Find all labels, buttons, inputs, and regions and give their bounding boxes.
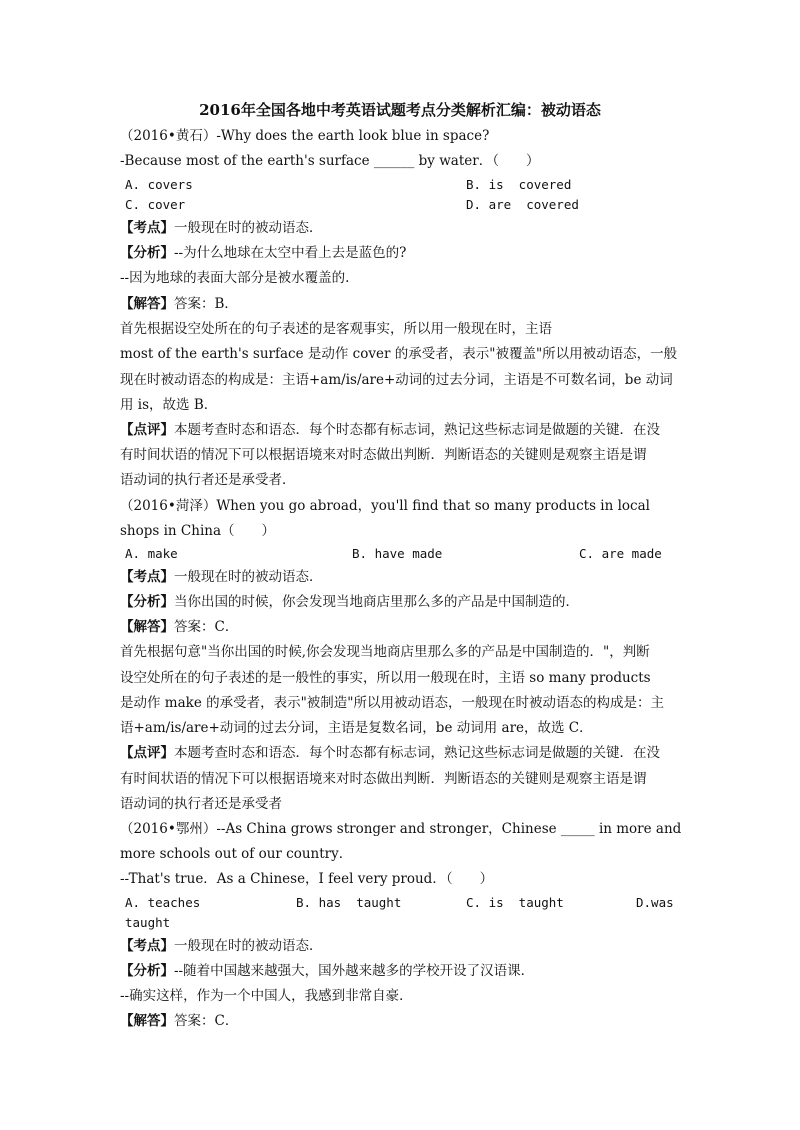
kaodian-text: 一般现在时的被动语态． [174, 938, 323, 954]
jieda-text: 答案：B． [174, 296, 238, 312]
jieda-tag: 【解答】 [120, 619, 174, 635]
q1-option-d: D. are covered [466, 197, 579, 212]
q3-option-a: A. teaches [125, 895, 201, 910]
q3-option-c: C. is taught [466, 895, 564, 910]
q2-explanation-2: 设空处所在的句子表述的是一般性的事实，所以用一般现在时，主语 so many products [120, 670, 651, 686]
q3-stem-line3: --That's true．As a Chinese，I feel very proud．（ ） [120, 871, 494, 887]
q1-stem-line1: （2016•黄石）-Why does the earth look blue in space? [120, 128, 490, 144]
q1-stem-line2: -Because most of the earth's surface ______ by water．（ ） [120, 153, 540, 169]
kaodian-text: 一般现在时的被动语态． [174, 220, 323, 236]
q1-explanation-3: 现在时被动语态的构成是：主语+am/is/are+动词的过去分词，主语是不可数名词，be 动词 [120, 372, 673, 388]
q2-stem-line2: shops in China（ ） [120, 523, 275, 539]
q1-dianping [120, 420, 660, 440]
dianping-text: 本题考查时态和语态．每个时态都有标志词，熟记这些标志词是做题的关键．在没 [174, 422, 660, 438]
kaodian-tag: 【考点】 [120, 220, 174, 236]
q2-stem-line1: （2016•菏泽）When you go abroad，you'll find that so many products in local [120, 498, 650, 514]
q3-stem-line2: more schools out of our country． [120, 846, 353, 862]
q2-dianping [120, 743, 660, 763]
page-title: 2016年全国各地中考英语试题考点分类解析汇编：被动语态 [199, 101, 601, 119]
q1-explanation-1: 首先根据设空处所在的句子表述的是客观事实，所以用一般现在时，主语 [120, 321, 552, 337]
fenxi-text: 当你出国的时候，你会发现当地商店里那么多的产品是中国制造的． [174, 594, 579, 610]
q2-option-c: C. are made [579, 546, 662, 561]
fenxi-tag: 【分析】 [120, 963, 174, 979]
jieda-tag: 【解答】 [120, 1013, 174, 1029]
q1-fenxi [120, 243, 406, 263]
q3-kaodian [120, 936, 323, 956]
jieda-text: 答案：C． [174, 1013, 239, 1029]
dianping-tag: 【点评】 [120, 422, 174, 438]
q2-explanation-4: 语+am/is/are+动词的过去分词，主语是复数名词，be 动词用 are，故选 C． [120, 720, 593, 736]
dianping-tag: 【点评】 [120, 745, 174, 761]
q3-option-d-wrap: taught [125, 915, 171, 930]
q1-dianping-line2: 有时间状语的情况下可以根据语境来对时态做出判断．判断语态的关键则是观察主语是谓 [120, 447, 647, 463]
q3-option-d: D.was [636, 895, 674, 910]
q1-option-c: C. cover [125, 197, 186, 212]
q3-stem-line1: （2016•鄂州）--As China grows stronger and stronger，Chinese _____ in more and [120, 821, 682, 837]
q1-kaodian [120, 218, 323, 238]
q3-fenxi-line2: --确实这样，作为一个中国人，我感到非常自豪． [120, 988, 413, 1004]
q3-fenxi [120, 961, 534, 981]
q2-explanation-1: 首先根据句意"当你出国的时候,你会发现当地商店里那么多的产品是中国制造的．"，判断 [120, 644, 650, 660]
fenxi-text: --为什么地球在太空中看上去是蓝色的? [174, 245, 407, 261]
q1-explanation-4: 用 is，故选 B． [120, 397, 218, 413]
kaodian-tag: 【考点】 [120, 569, 174, 585]
q1-fenxi-line2: --因为地球的表面大部分是被水覆盖的. [120, 270, 350, 286]
q2-dianping-line2: 有时间状语的情况下可以根据语境来对时态做出判断．判断语态的关键则是观察主语是谓 [120, 771, 647, 787]
jieda-text: 答案：C． [174, 619, 239, 635]
q2-fenxi [120, 592, 579, 612]
fenxi-text: --随着中国越来越强大，国外越来越多的学校开设了汉语课． [174, 963, 535, 979]
q3-jieda [120, 1011, 238, 1031]
q1-jieda [120, 294, 238, 314]
kaodian-tag: 【考点】 [120, 938, 174, 954]
fenxi-tag: 【分析】 [120, 245, 174, 261]
dianping-text: 本题考查时态和语态．每个时态都有标志词，熟记这些标志词是做题的关键．在没 [174, 745, 660, 761]
q1-explanation-2: most of the earth's surface 是动作 cover 的承受者，表示"被覆盖"所以用被动语态，一般 [120, 346, 678, 362]
q2-option-b: B. have made [352, 546, 443, 561]
q2-kaodian [120, 567, 323, 587]
q2-option-a: A. make [125, 546, 178, 561]
q2-explanation-3: 是动作 make 的承受者，表示"被制造"所以用被动语态，一般现在时被动语态的构成是：主 [120, 695, 665, 711]
q2-jieda [120, 617, 238, 637]
q1-option-b: B. is covered [466, 177, 572, 192]
q1-option-a: A. covers [125, 177, 193, 192]
jieda-tag: 【解答】 [120, 296, 174, 312]
fenxi-tag: 【分析】 [120, 594, 174, 610]
q1-dianping-line3: 语动词的执行者还是承受者． [120, 472, 296, 488]
kaodian-text: 一般现在时的被动语态． [174, 569, 323, 585]
q3-option-b: B. has taught [296, 895, 402, 910]
q2-dianping-line3: 语动词的执行者还是承受者 [120, 796, 282, 812]
